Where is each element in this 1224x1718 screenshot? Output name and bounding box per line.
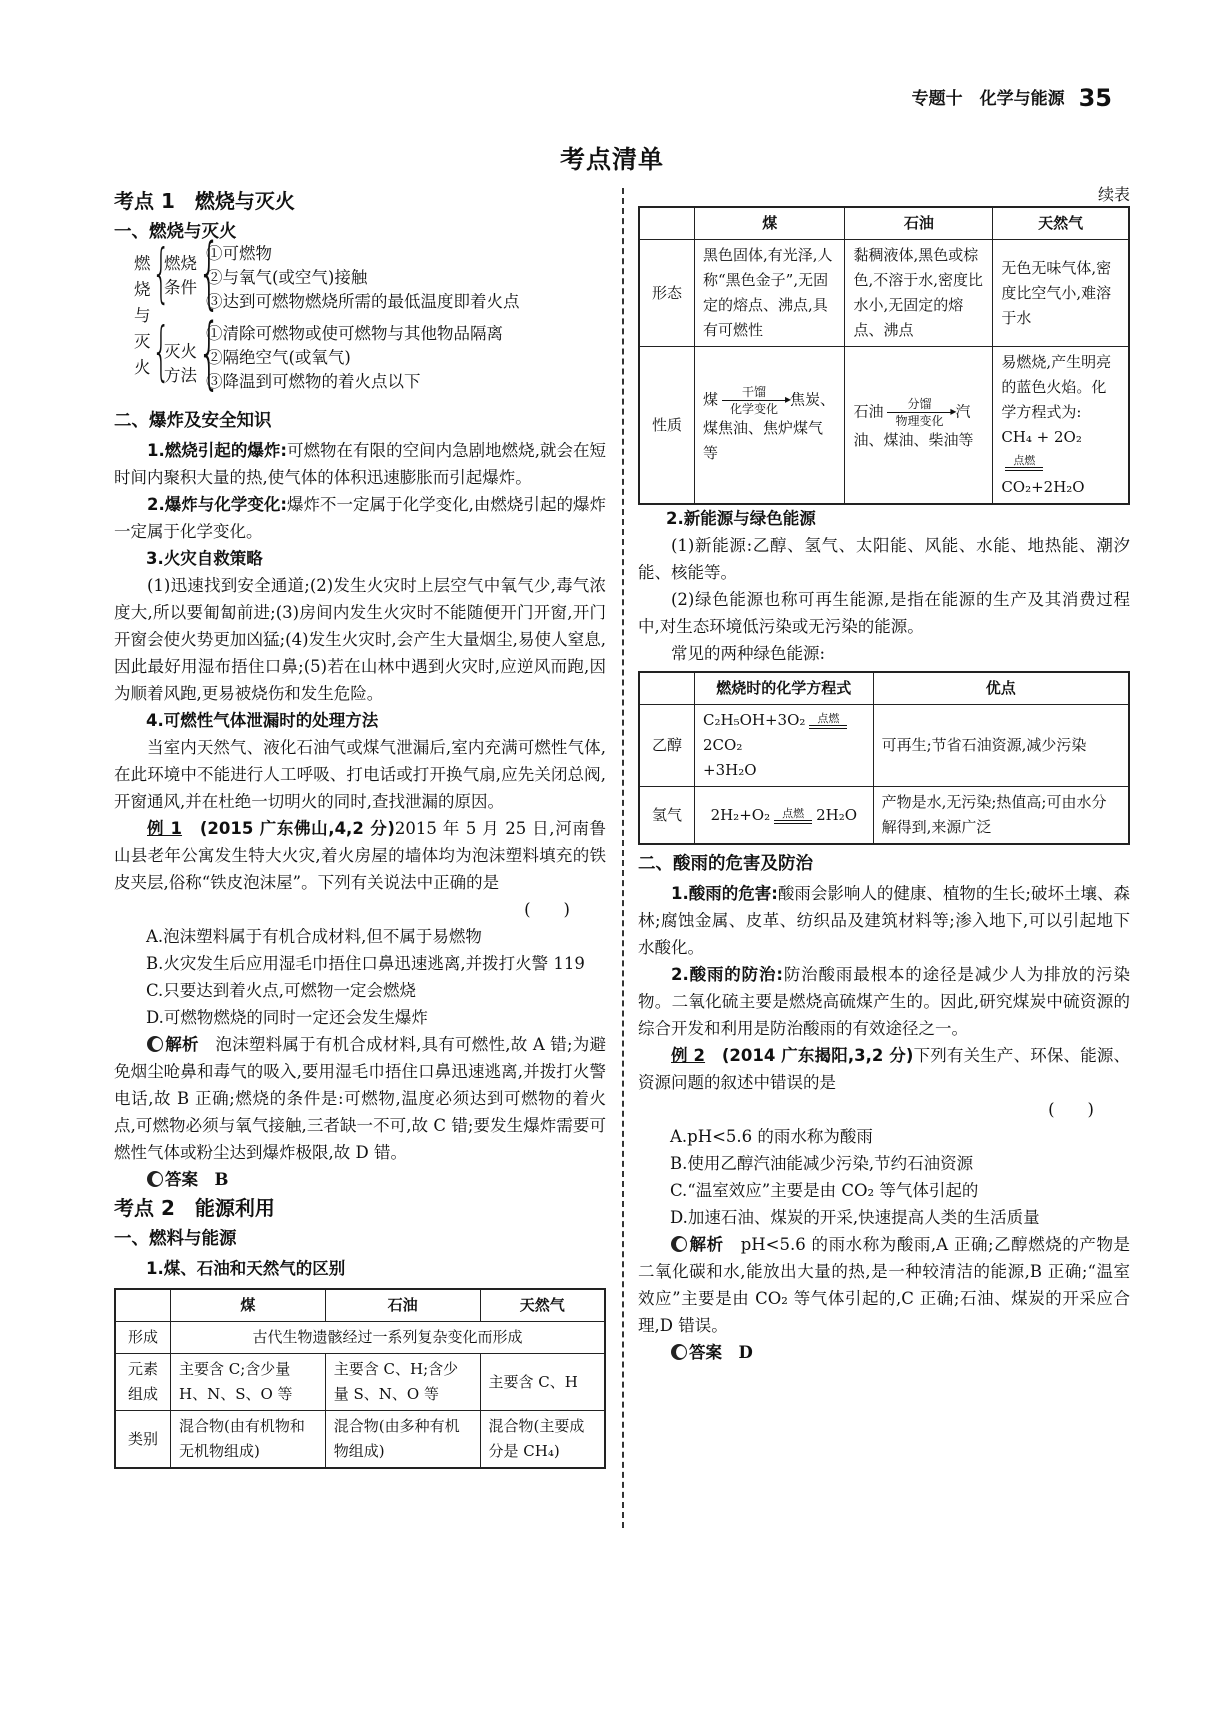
table-cell: 煤 干馏 ▸ 化学变化焦炭、煤焦油、焦炉煤气等 xyxy=(695,347,845,505)
table-cell: 混合物(由有机物和无机物组成) xyxy=(171,1411,326,1469)
right-column xyxy=(638,185,1131,1366)
table-row xyxy=(115,1322,605,1354)
table-header: 煤 xyxy=(695,207,845,240)
para-acid-harm: 1.酸雨的危害:酸雨会影响人的健康、植物的生长;破坏土壤、森林;腐蚀金属、皮革、纺织品及建筑材料等;渗入地下,可以引起地下水酸化。 xyxy=(638,884,1130,957)
table-header xyxy=(639,672,695,705)
green-energy-table xyxy=(638,671,1130,845)
tree-root-char: 燃 xyxy=(134,254,151,273)
row-label: 形态 xyxy=(639,240,695,347)
new-energy-heading: 2.新能源与绿色能源 xyxy=(666,509,816,528)
table-cell: 无色无味气体,密度比空气小,难溶于水 xyxy=(993,240,1129,347)
para-new-energy: (1)新能源:乙醇、氢气、太阳能、风能、水能、地热能、潮汐能、核能等。 xyxy=(638,536,1130,582)
brace-icon: { xyxy=(198,308,221,398)
fuel-comparison-table xyxy=(114,1288,606,1469)
table-row xyxy=(639,787,1129,845)
ext-item: ②隔绝空气(或氧气) xyxy=(206,348,351,367)
example-2-option: B.使用乙醇汽油能减少污染,节约石油资源 xyxy=(670,1154,974,1173)
table-row xyxy=(115,1289,605,1322)
table-cell: 黏稠液体,黑色或棕色,不溶于水,密度比水小,无固定的熔点、沸点 xyxy=(845,240,993,347)
table-cell: 2H₂+O₂ 点燃 2H₂O xyxy=(695,787,874,845)
answer-blank: ( ) xyxy=(524,900,570,919)
example-2-question: 例 2 (2014 广东揭阳,3,2 分)下列有关生产、环保、能源、资源问题的叙述中错误的是 xyxy=(638,1046,1131,1092)
s3-title: 一、燃料与能源 xyxy=(114,1229,237,1249)
table-cell: 产物是水,无污染;热值高;可由水分解得到,来源广泛 xyxy=(873,787,1129,845)
fire-strategy-heading: 3.火灾自救策略 xyxy=(146,549,263,568)
example-1-option: B.火灾发生后应用湿毛巾捂住口鼻迅速逃离,并拨打火警 119 xyxy=(146,954,585,973)
equals-sign-icon: 点燃 xyxy=(774,808,812,824)
table-cell: 黑色固体,有光泽,人称“黑色金子”,无固定的熔点、沸点,具有可燃性 xyxy=(695,240,845,347)
table-cell: 主要含 C;含少量 H、N、S、O 等 xyxy=(171,1354,326,1411)
table-row xyxy=(639,672,1129,705)
page-number: 35 xyxy=(1078,84,1112,112)
row-label: 类别 xyxy=(115,1411,171,1469)
table-cell: 主要含 C、H;含少量 S、N、O 等 xyxy=(325,1354,480,1411)
para-gas-leak: 当室内天然气、液化石油气或煤气泄漏后,室内充满可燃性气体,在此环境中不能进行人工呼吸、打电话或打开换气扇,应先关闭总阀,开窗通风,并在杜绝一切明火的同时,查找泄漏的原因。 xyxy=(114,738,606,811)
table-row xyxy=(639,347,1129,505)
cond-label: 条件 xyxy=(164,278,197,297)
table-header: 天然气 xyxy=(480,1289,605,1322)
table-header: 石油 xyxy=(325,1289,480,1322)
table-cell: 混合物(主要成分是 CH₄) xyxy=(480,1411,605,1469)
table-header: 燃烧时的化学方程式 xyxy=(695,672,874,705)
analysis-icon xyxy=(147,1036,163,1052)
example-2-option: C.“温室效应”主要是由 CO₂ 等气体引起的 xyxy=(670,1181,979,1200)
para-green-types: 常见的两种绿色能源: xyxy=(671,644,826,663)
example-2-option: A.pH<5.6 的雨水称为酸雨 xyxy=(670,1127,873,1146)
para-fire-strategy: (1)迅速找到安全通道;(2)发生火灾时上层空气中氧气少,毒气浓度大,所以要匍匐前进;(3)房间内发生火灾时不能随便开门开窗,开门开窗会使火势更加凶猛;(4)发生火灾时,会产生大量烟尘,易使人窒息,因此最好用湿布捂住口鼻;(5)若在山林中遇到火灾时,应逆风而跑,因为顺着风跑,更易被烧伤和发生危险。 xyxy=(114,576,606,703)
tree-root-char: 与 xyxy=(134,306,151,325)
reaction-arrow-icon: 干馏 ▸ 化学变化 xyxy=(722,385,786,416)
table-header: 煤 xyxy=(171,1289,326,1322)
example-1-option: A.泡沫塑料属于有机合成材料,但不属于易燃物 xyxy=(146,927,482,946)
table-cell: 古代生物遗骸经过一系列复杂变化而形成 xyxy=(171,1322,606,1354)
cond-item: ②与氧气(或空气)接触 xyxy=(206,268,368,287)
table-row xyxy=(639,705,1129,787)
example-2-answer: 答案 D xyxy=(638,1339,1130,1366)
answer-icon xyxy=(671,1344,687,1360)
kp1-title: 考点 1 燃烧与灭火 xyxy=(114,189,295,213)
tree-root-char: 灭 xyxy=(134,332,151,351)
row-label: 性质 xyxy=(639,347,695,505)
fuel-comparison-table-continued xyxy=(638,206,1130,505)
example-2-option: D.加速石油、煤炭的开采,快速提高人类的生活质量 xyxy=(670,1208,1040,1227)
table-cell: 石油 分馏 ▸ 物理变化汽油、煤油、柴油等 xyxy=(845,347,993,505)
table-header: 优点 xyxy=(873,672,1129,705)
table-header: 天然气 xyxy=(993,207,1129,240)
brace-icon: { xyxy=(152,237,171,311)
analysis-icon xyxy=(671,1236,687,1252)
page-title: 考点清单 xyxy=(559,145,664,174)
row-label: 形成 xyxy=(115,1322,171,1354)
table-cell: 可再生;节省石油资源,减少污染 xyxy=(873,705,1129,787)
cond-item: ③达到可燃物燃烧所需的最低温度即着火点 xyxy=(206,292,520,311)
equals-sign-icon: 点燃 xyxy=(809,713,847,729)
para-acid-prevention: 2.酸雨的防治:防治酸雨最根本的途径是减少人为排放的污染物。二氧化硫主要是燃烧高硫煤产生的。因此,研究煤炭中硫资源的综合开发和利用是防治酸雨的有效途径之一。 xyxy=(638,965,1130,1038)
example-2-analysis: 解析 pH<5.6 的雨水称为酸雨,A 正确;乙醇燃烧的产物是二氧化碳和水,能放出大量的热,是一种较清洁的能源,B 正确;“温室效应”主要是由 CO₂ 等气体引起的,C 正确;石油、煤炭的开采应合理,D 错误。 xyxy=(638,1235,1131,1335)
table-row xyxy=(639,240,1129,347)
tree-root-char: 烧 xyxy=(134,280,151,299)
table-header xyxy=(639,207,695,240)
table-cell: C₂H₅OH+3O₂ 点燃 2CO₂ +3H₂O xyxy=(695,705,874,787)
header-topic: 专题十 化学与能源 xyxy=(911,89,1065,109)
ext-label: 灭火 xyxy=(164,342,197,361)
column-divider xyxy=(622,188,624,1528)
left-column xyxy=(114,188,606,1469)
row-label: 乙醇 xyxy=(639,705,695,787)
acid-rain-title: 二、酸雨的危害及防治 xyxy=(638,854,813,874)
kp2-title: 考点 2 能源利用 xyxy=(114,1196,275,1220)
para-explosion-change: 2.爆炸与化学变化:爆炸不一定属于化学变化,由燃烧引起的爆炸一定属于化学变化。 xyxy=(114,495,606,541)
answer-icon xyxy=(147,1171,163,1187)
example-1-question: 例 1 (2015 广东佛山,4,2 分)2015 年 5 月 25 日,河南鲁山县老年公寓发生特大火灾,着火房屋的墙体均为泡沫塑料填充的铁皮夹层,俗称“铁皮泡沫屋”。下列有关说法中正确的是 xyxy=(114,819,606,892)
ext-item: ③降温到可燃物的着火点以下 xyxy=(206,372,421,391)
reaction-arrow-icon: 分馏 ▸ 物理变化 xyxy=(887,397,951,428)
para-green-energy: (2)绿色能源也称可再生能源,是指在能源的生产及其消费过程中,对生态环境低污染或无污染的能源。 xyxy=(638,590,1130,636)
table-header: 石油 xyxy=(845,207,993,240)
table-header xyxy=(115,1289,171,1322)
para-explosion-cause: 1.燃烧引起的爆炸:可燃物在有限的空间内急剧地燃烧,就会在短时间内聚积大量的热,使气体的体积迅速膨胀而引起爆炸。 xyxy=(114,441,606,487)
cond-item: ①可燃物 xyxy=(206,244,272,263)
cond-label: 燃烧 xyxy=(164,254,197,273)
table-cell: 主要含 C、H xyxy=(480,1354,605,1411)
row-label: 元素组成 xyxy=(115,1354,171,1411)
table1-caption: 1.煤、石油和天然气的区别 xyxy=(146,1259,346,1278)
example-1-answer: 答案 B xyxy=(114,1166,606,1193)
example-1-option: C.只要达到着火点,可燃物一定会燃烧 xyxy=(146,981,417,1000)
table-cell: 易燃烧,产生明亮的蓝色火焰。化学方程式为: CH₄ + 2O₂点燃 CO₂+2H₂O xyxy=(993,347,1129,505)
table-row xyxy=(115,1354,605,1411)
table-row xyxy=(639,207,1129,240)
example-1-analysis: 解析 泡沫塑料属于有机合成材料,具有可燃性,故 A 错;为避免烟尘呛鼻和毒气的吸入,要用湿毛巾捂住口鼻迅速逃离,并拨打火警电话,故 B 正确;燃烧的条件是:可燃物,温度必须达到可燃物的着火点,可燃物必须与氧气接触,三者缺一不可,故 C 错;要发生爆炸需要可燃性气体或粉尘达到爆炸极限,故 D 错。 xyxy=(114,1035,607,1162)
continued-label: 续表 xyxy=(1097,185,1130,204)
page-header xyxy=(912,84,1112,112)
row-label: 氢气 xyxy=(639,787,695,845)
tree-root-char: 火 xyxy=(134,358,151,377)
ext-item: ①清除可燃物或使可燃物与其他物品隔离 xyxy=(206,324,503,343)
brace-icon: { xyxy=(152,315,171,389)
gas-leak-heading: 4.可燃性气体泄漏时的处理方法 xyxy=(146,711,379,730)
table-cell: 混合物(由多种有机物组成) xyxy=(325,1411,480,1469)
equals-sign-icon: 点燃 xyxy=(1005,455,1043,471)
s2-title: 二、爆炸及安全知识 xyxy=(114,411,272,431)
table-row xyxy=(115,1411,605,1469)
example-1-option: D.可燃物燃烧的同时一定还会发生爆炸 xyxy=(146,1008,428,1027)
ext-label: 方法 xyxy=(164,366,197,385)
s1-title: 一、燃烧与灭火 xyxy=(114,222,237,242)
brace-icon: { xyxy=(198,228,221,318)
answer-blank: ( ) xyxy=(1048,1100,1094,1119)
